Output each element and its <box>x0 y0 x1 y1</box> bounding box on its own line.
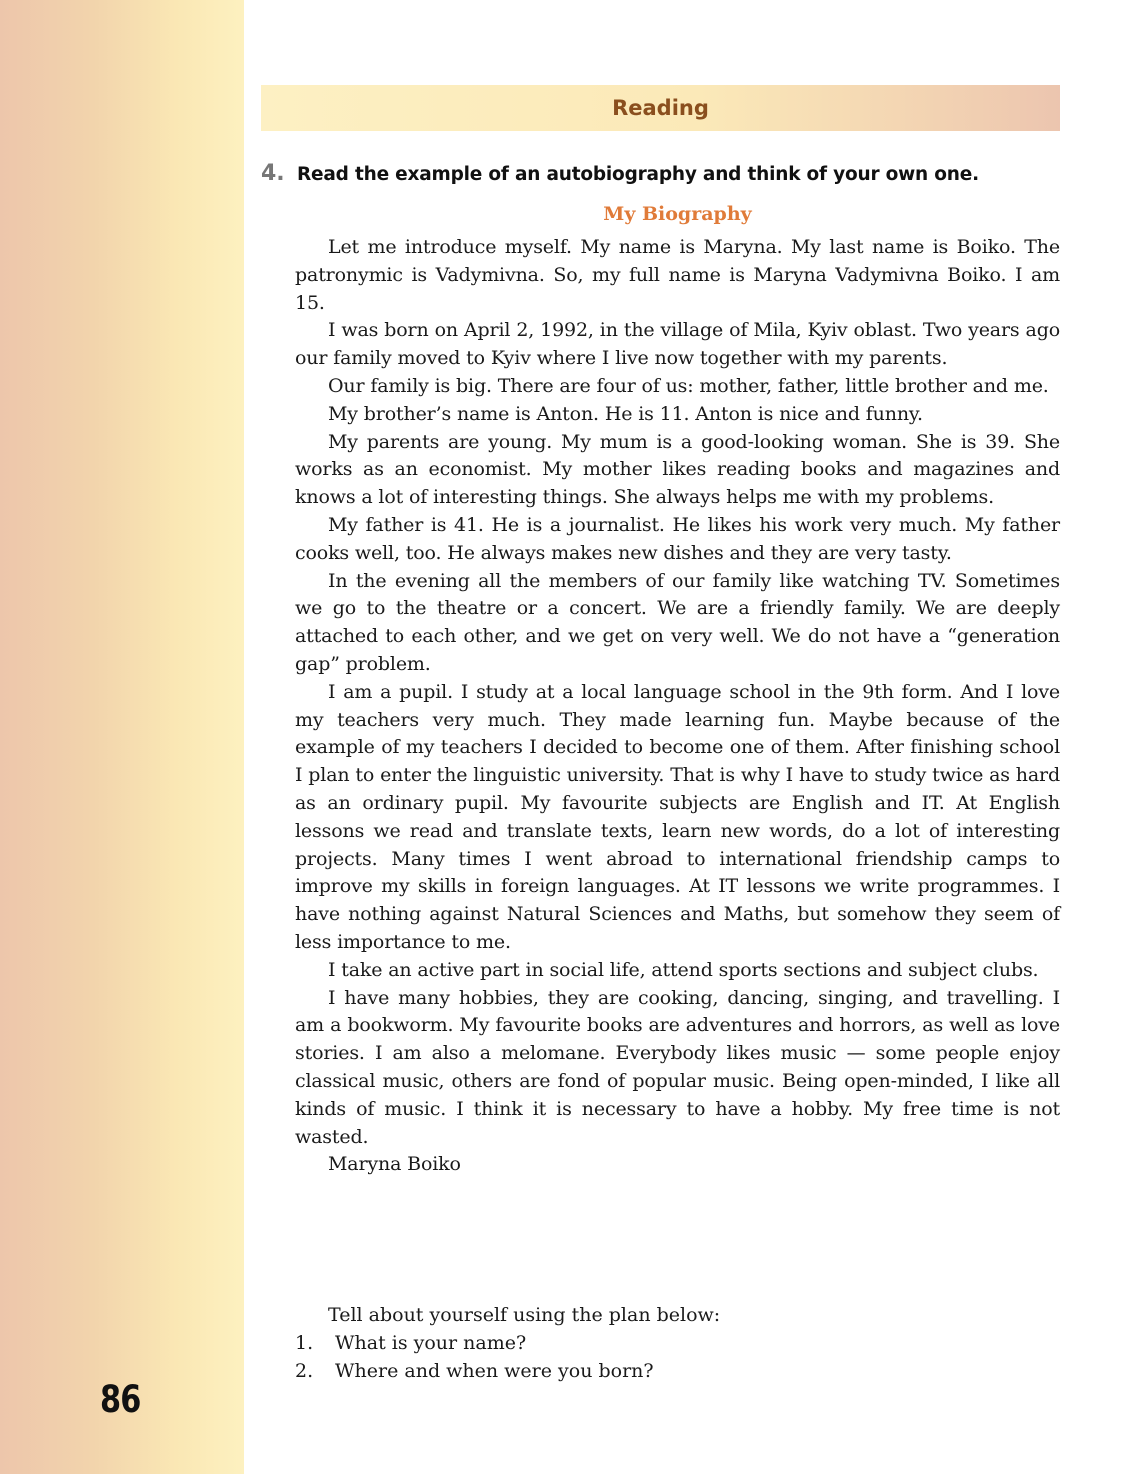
task-instruction: Read the example of an autobiography and think of your own one. <box>297 164 979 185</box>
story-body <box>295 234 1060 1179</box>
paragraph: My brother’s name is Anton. He is 11. Anton is nice and funny. <box>328 402 923 425</box>
task-number: 4. <box>261 161 285 186</box>
list-item-number: 1. <box>295 1331 314 1354</box>
list-item-text: What is your name? <box>335 1331 527 1354</box>
page-number: 86 <box>100 1378 141 1421</box>
section-title: Reading <box>612 96 709 120</box>
side-margin-strip <box>0 0 244 1474</box>
list-item <box>295 1358 1060 1386</box>
signature: Maryna Boiko <box>328 1153 461 1176</box>
plan-intro: Tell about yourself using the plan below: <box>328 1304 721 1326</box>
plan-section <box>295 1302 1060 1385</box>
list-item-text: Where and when were you born? <box>335 1359 654 1382</box>
paragraph: Let me introduce myself. My name is Maryna. My last name is Boiko. The patronymic is Vadymivna. So, my full name is Maryna Vadymivna Boiko. I am 15. <box>295 236 1060 314</box>
section-header <box>261 85 1060 131</box>
paragraph: My parents are young. My mum is a good-looking woman. She is 39. She works as an economist. My mother likes reading books and magazines and knows a lot of interesting things. She always helps me with my problems. <box>295 430 1060 509</box>
list-item <box>295 1330 1060 1358</box>
task-heading <box>261 161 1061 186</box>
paragraph: I take an active part in social life, attend sports sections and subject clubs. <box>328 958 1039 981</box>
paragraph: I was born on April 2, 1992, in the village of Mila, Kyiv oblast. Two years ago our family moved to Kyiv where I live now together with my parents. <box>295 319 1060 370</box>
story-title: My Biography <box>603 203 752 225</box>
paragraph: I have many hobbies, they are cooking, dancing, singing, and travelling. I am a bookworm. My favourite books are adventures and horrors, as well as love stories. I am also a melomane. Everybody likes music — some people enjoy classical music, others are fond of popular music. Being open-minded, I like all kinds of music. I think it is necessary to have a hobby. My free time is not wasted. <box>295 986 1060 1148</box>
list-item-number: 2. <box>295 1359 314 1382</box>
paragraph: My father is 41. He is a journalist. He likes his work very much. My father cooks well, too. He always makes new dishes and they are very tasty. <box>295 513 1060 564</box>
paragraph: I am a pupil. I study at a local language school in the 9th form. And I love my teachers very much. They made learning fun. Maybe because of the example of my teachers I decided to become one of them. After finishing school I plan to enter the linguistic university. That is why I have to study twice as hard as an ordinary pupil. My favourite subjects are English and IT. At English lessons we read and translate texts, learn new words, do a lot of interesting projects. Many times I went abroad to international friendship camps to improve my skills in foreign languages. At IT lessons we write programmes. I have nothing against Natural Sciences and Maths, but somehow they seem of less importance to me. <box>295 680 1060 953</box>
paragraph: In the evening all the members of our family like watching TV. Sometimes we go to the theatre or a concert. We are a friendly family. We are deeply attached to each other, and we get on very well. We do not have a “generation gap” problem. <box>295 569 1060 675</box>
paragraph: Our family is big. There are four of us: mother, father, little brother and me. <box>328 374 1049 397</box>
